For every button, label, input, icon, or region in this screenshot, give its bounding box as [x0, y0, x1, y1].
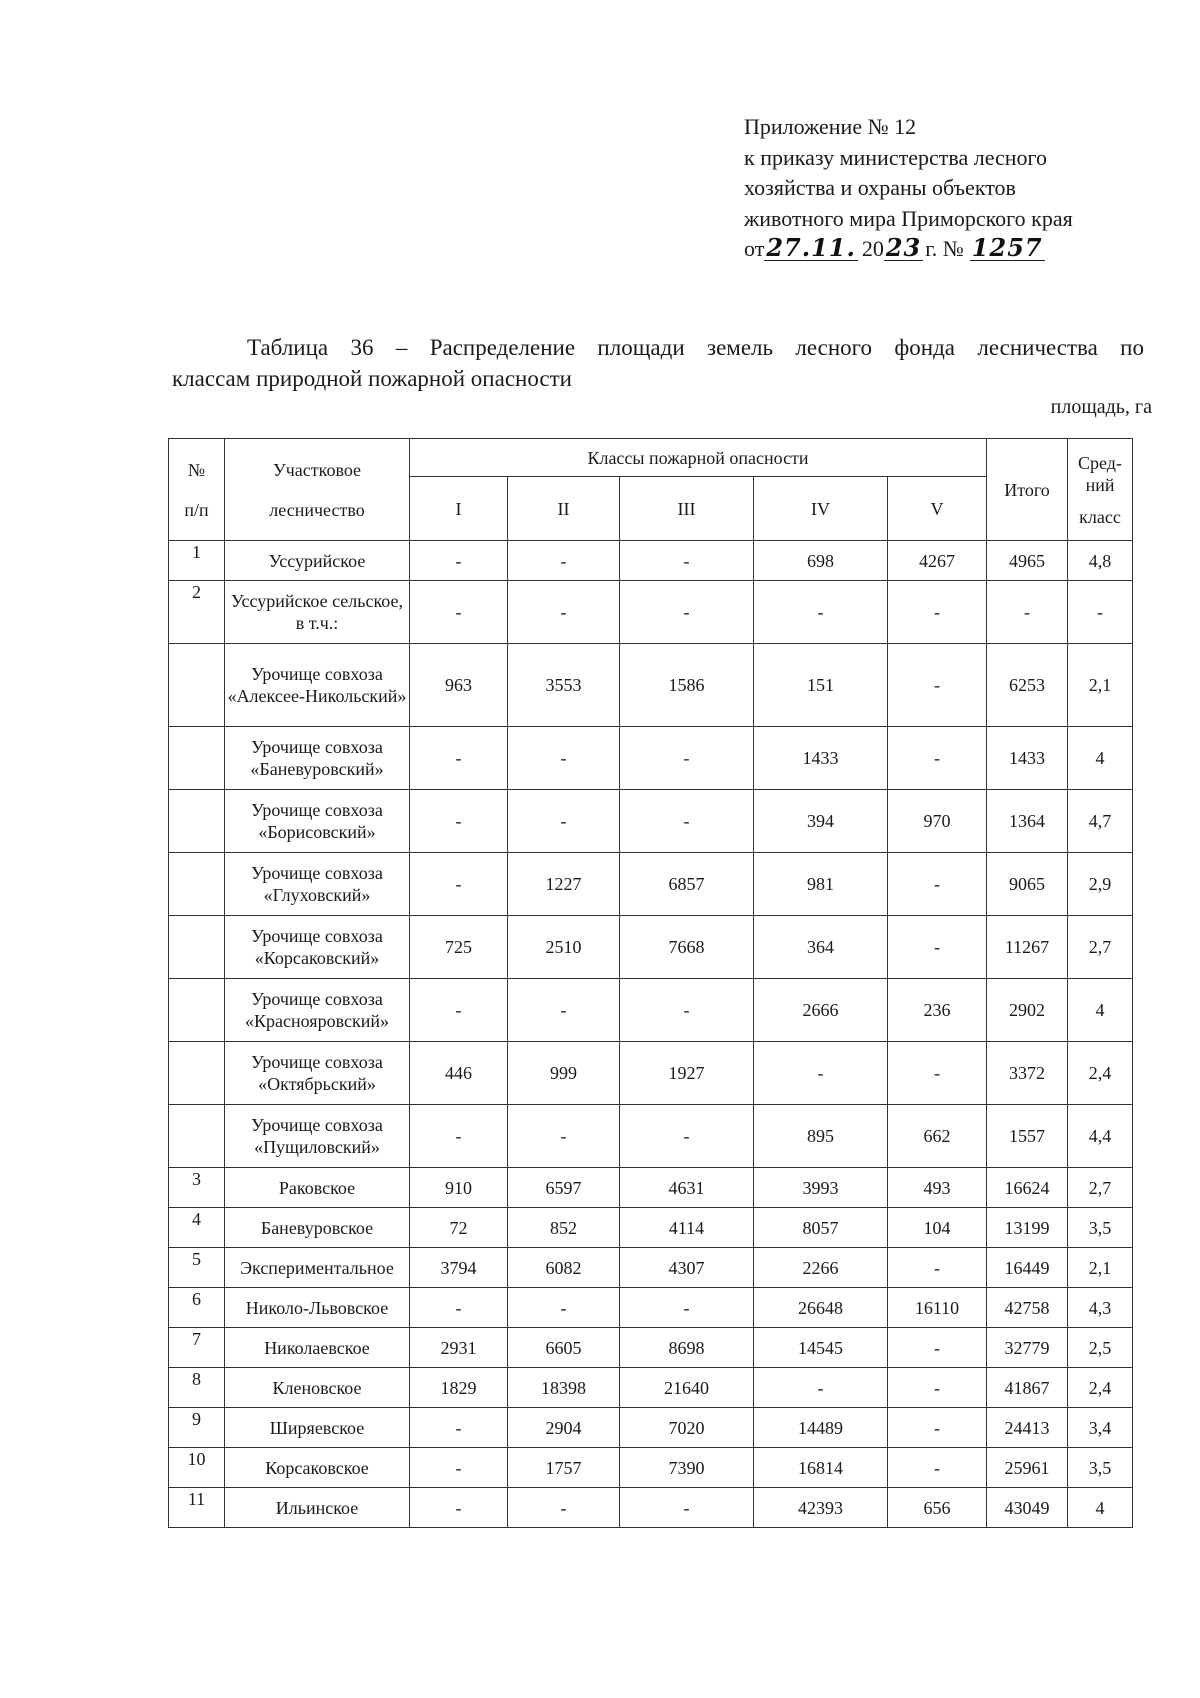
cell-class-III: 7020 — [620, 1408, 754, 1448]
cell-class-I: - — [410, 853, 508, 916]
cell-row-number: 3 — [169, 1168, 225, 1208]
cell-class-I: - — [410, 581, 508, 644]
cell-class-III: 6857 — [620, 853, 754, 916]
cell-class-IV: 981 — [754, 853, 888, 916]
cell-class-III: - — [620, 541, 754, 581]
cell-class-IV: 364 — [754, 916, 888, 979]
cell-class-V: 662 — [888, 1105, 987, 1168]
cell-average-class: 2,9 — [1068, 853, 1133, 916]
cell-class-V: - — [888, 644, 987, 727]
cell-class-I: - — [410, 1105, 508, 1168]
table-row — [169, 1408, 1133, 1448]
cell-average-class: 4 — [1068, 727, 1133, 790]
cell-class-IV: 1433 — [754, 727, 888, 790]
cell-class-V: 104 — [888, 1208, 987, 1248]
cell-class-IV: 2666 — [754, 979, 888, 1042]
cell-class-V: - — [888, 916, 987, 979]
appendix-date-number-line — [744, 234, 1073, 265]
header-district — [225, 439, 410, 541]
header-class-2: II — [508, 477, 620, 541]
cell-total: 3372 — [987, 1042, 1068, 1105]
table-row — [169, 1248, 1133, 1288]
cell-class-I: - — [410, 541, 508, 581]
cell-district-name: Урочище совхоза «Корсаковский» — [225, 916, 410, 979]
cell-class-I: - — [410, 790, 508, 853]
cell-average-class: 3,5 — [1068, 1448, 1133, 1488]
table-row — [169, 1368, 1133, 1408]
cell-class-IV: 26648 — [754, 1288, 888, 1328]
cell-total: 42758 — [987, 1288, 1068, 1328]
cell-class-IV: 394 — [754, 790, 888, 853]
cell-class-IV: 14489 — [754, 1408, 888, 1448]
cell-row-number: 7 — [169, 1328, 225, 1368]
cell-class-I: 446 — [410, 1042, 508, 1105]
cell-class-II: 3553 — [508, 644, 620, 727]
cell-district-name: Уссурийское — [225, 541, 410, 581]
table-caption-line-2: классам природной пожарной опасности — [172, 366, 572, 391]
table-row — [169, 1105, 1133, 1168]
header-number — [169, 439, 225, 541]
table-row — [169, 541, 1133, 581]
cell-row-number — [169, 916, 225, 979]
cell-district-name: Ширяевское — [225, 1408, 410, 1448]
cell-total: 32779 — [987, 1328, 1068, 1368]
cell-class-I: - — [410, 1408, 508, 1448]
cell-class-III: 1927 — [620, 1042, 754, 1105]
cell-row-number: 2 — [169, 581, 225, 644]
cell-class-II: - — [508, 541, 620, 581]
cell-district-name: Урочище совхоза «Алексее-Никольский» — [225, 644, 410, 727]
cell-class-I: 3794 — [410, 1248, 508, 1288]
cell-district-name: Баневуровское — [225, 1208, 410, 1248]
cell-district-name: Урочище совхоза «Октябрьский» — [225, 1042, 410, 1105]
cell-class-III: - — [620, 1105, 754, 1168]
cell-class-III: 7668 — [620, 916, 754, 979]
cell-class-I: 910 — [410, 1168, 508, 1208]
header-class-5: V — [888, 477, 987, 541]
cell-class-III: - — [620, 790, 754, 853]
cell-class-I: 963 — [410, 644, 508, 727]
cell-class-IV: - — [754, 1368, 888, 1408]
cell-district-name: Урочище совхоза «Краснояровский» — [225, 979, 410, 1042]
cell-class-II: 1757 — [508, 1448, 620, 1488]
cell-row-number — [169, 644, 225, 727]
cell-class-V: - — [888, 1368, 987, 1408]
cell-class-I: - — [410, 727, 508, 790]
cell-district-name: Ильинское — [225, 1488, 410, 1528]
table-row — [169, 790, 1133, 853]
cell-district-name: Урочище совхоза «Глуховский» — [225, 853, 410, 916]
cell-class-IV: 3993 — [754, 1168, 888, 1208]
table-row — [169, 1288, 1133, 1328]
cell-district-name: Урочище совхоза «Пущиловский» — [225, 1105, 410, 1168]
cell-class-V: - — [888, 1448, 987, 1488]
cell-class-V: 4267 — [888, 541, 987, 581]
cell-class-V: 493 — [888, 1168, 987, 1208]
cell-class-III: - — [620, 1288, 754, 1328]
cell-class-IV: 16814 — [754, 1448, 888, 1488]
table-row — [169, 727, 1133, 790]
table-body — [169, 541, 1133, 1528]
cell-average-class: 2,4 — [1068, 1368, 1133, 1408]
cell-district-name: Николаевское — [225, 1328, 410, 1368]
cell-total: 43049 — [987, 1488, 1068, 1528]
cell-average-class: 4 — [1068, 979, 1133, 1042]
cell-district-name: Николо-Львовское — [225, 1288, 410, 1328]
cell-class-V: - — [888, 581, 987, 644]
cell-average-class: 4 — [1068, 1488, 1133, 1528]
cell-class-II: 18398 — [508, 1368, 620, 1408]
cell-total: 25961 — [987, 1448, 1068, 1488]
table-row — [169, 1448, 1133, 1488]
cell-average-class: 4,8 — [1068, 541, 1133, 581]
cell-class-II: - — [508, 1105, 620, 1168]
cell-total: 24413 — [987, 1408, 1068, 1448]
cell-average-class: 3,4 — [1068, 1408, 1133, 1448]
cell-class-II: - — [508, 790, 620, 853]
cell-average-class: 2,7 — [1068, 1168, 1133, 1208]
cell-class-V: 16110 — [888, 1288, 987, 1328]
cell-class-II: 6605 — [508, 1328, 620, 1368]
cell-average-class: 2,5 — [1068, 1328, 1133, 1368]
cell-average-class: 4,7 — [1068, 790, 1133, 853]
cell-class-III: 8698 — [620, 1328, 754, 1368]
cell-class-V: - — [888, 1248, 987, 1288]
table-row — [169, 1168, 1133, 1208]
header-class-1: I — [410, 477, 508, 541]
table-row — [169, 1042, 1133, 1105]
cell-class-III: 4631 — [620, 1168, 754, 1208]
cell-average-class: 2,1 — [1068, 644, 1133, 727]
header-average-top: Сред- — [1078, 452, 1122, 473]
cell-district-name: Уссурийское сельское, в т.ч.: — [225, 581, 410, 644]
cell-class-II: - — [508, 581, 620, 644]
header-total: Итого — [987, 439, 1068, 541]
cell-row-number — [169, 1042, 225, 1105]
cell-district-name: Урочище совхоза «Борисовский» — [225, 790, 410, 853]
cell-district-name: Экспериментальное — [225, 1248, 410, 1288]
handwritten-year: 23 — [885, 233, 922, 262]
cell-class-III: - — [620, 581, 754, 644]
cell-class-II: - — [508, 979, 620, 1042]
cell-row-number — [169, 727, 225, 790]
cell-district-name: Кленовское — [225, 1368, 410, 1408]
header-number-bottom: п/п — [184, 499, 209, 520]
cell-class-IV: 151 — [754, 644, 888, 727]
cell-class-II: - — [508, 1488, 620, 1528]
cell-total: 41867 — [987, 1368, 1068, 1408]
cell-class-III: 4114 — [620, 1208, 754, 1248]
table-row — [169, 644, 1133, 727]
cell-row-number: 8 — [169, 1368, 225, 1408]
cell-average-class: 2,1 — [1068, 1248, 1133, 1288]
header-classes: Классы пожарной опасности — [410, 439, 987, 477]
header-class-4: IV — [754, 477, 888, 541]
header-district-top: Участковое — [272, 459, 362, 480]
units-label: площадь, га — [1050, 396, 1152, 418]
table-row — [169, 581, 1133, 644]
cell-total: 9065 — [987, 853, 1068, 916]
cell-class-II: 6082 — [508, 1248, 620, 1288]
cell-class-I: 72 — [410, 1208, 508, 1248]
cell-class-IV: - — [754, 1042, 888, 1105]
cell-class-V: 656 — [888, 1488, 987, 1528]
cell-class-III: 1586 — [620, 644, 754, 727]
header-district-bottom: лесничество — [269, 499, 365, 520]
cell-class-III: - — [620, 727, 754, 790]
cell-total: 1433 — [987, 727, 1068, 790]
cell-total: 4965 — [987, 541, 1068, 581]
cell-class-II: 6597 — [508, 1168, 620, 1208]
cell-class-III: 7390 — [620, 1448, 754, 1488]
fire-danger-table — [168, 438, 1133, 1528]
appendix-region-line: животного мира Приморского края — [744, 205, 1073, 231]
cell-class-I: - — [410, 979, 508, 1042]
cell-class-IV: 698 — [754, 541, 888, 581]
cell-average-class: 3,5 — [1068, 1208, 1133, 1248]
cell-average-class: - — [1068, 581, 1133, 644]
cell-class-V: - — [888, 727, 987, 790]
header-class-3: III — [620, 477, 754, 541]
header-average-mid: ний — [1085, 474, 1115, 495]
table-row — [169, 853, 1133, 916]
appendix-number: Приложение № 12 — [744, 114, 917, 139]
table-row — [169, 916, 1133, 979]
cell-class-IV: 895 — [754, 1105, 888, 1168]
cell-average-class: 4,3 — [1068, 1288, 1133, 1328]
handwritten-number: 1257 — [971, 233, 1043, 262]
appendix-ministry-line: хозяйства и охраны объектов — [744, 175, 1016, 200]
cell-row-number — [169, 853, 225, 916]
cell-row-number — [169, 790, 225, 853]
table-row — [169, 1488, 1133, 1528]
cell-class-II: 852 — [508, 1208, 620, 1248]
appendix-order-line: к приказу министерства лесного — [744, 144, 1048, 170]
cell-total: 1557 — [987, 1105, 1068, 1168]
cell-row-number: 5 — [169, 1248, 225, 1288]
cell-class-I: 2931 — [410, 1328, 508, 1368]
cell-total: 2902 — [987, 979, 1068, 1042]
cell-class-I: 1829 — [410, 1368, 508, 1408]
table-row — [169, 1208, 1133, 1248]
table-caption — [172, 332, 1144, 394]
cell-class-IV: - — [754, 581, 888, 644]
cell-class-V: - — [888, 1042, 987, 1105]
appendix-header — [744, 112, 1073, 265]
cell-total: 11267 — [987, 916, 1068, 979]
cell-district-name: Корсаковское — [225, 1448, 410, 1488]
cell-class-V: - — [888, 1328, 987, 1368]
cell-row-number: 11 — [169, 1488, 225, 1528]
header-number-top: № — [187, 459, 206, 480]
cell-average-class: 2,4 — [1068, 1042, 1133, 1105]
cell-total: 6253 — [987, 644, 1068, 727]
cell-class-V: - — [888, 1408, 987, 1448]
cell-row-number: 6 — [169, 1288, 225, 1328]
cell-class-III: - — [620, 1488, 754, 1528]
cell-total: 1364 — [987, 790, 1068, 853]
from-label: от — [744, 236, 765, 261]
cell-row-number: 1 — [169, 541, 225, 581]
cell-district-name: Урочище совхоза «Баневуровский» — [225, 727, 410, 790]
cell-class-IV: 8057 — [754, 1208, 888, 1248]
cell-class-II: 999 — [508, 1042, 620, 1105]
header-row-1 — [169, 439, 1133, 477]
cell-class-V: 970 — [888, 790, 987, 853]
table-row — [169, 979, 1133, 1042]
cell-class-IV: 42393 — [754, 1488, 888, 1528]
cell-total: 16624 — [987, 1168, 1068, 1208]
cell-class-III: 4307 — [620, 1248, 754, 1288]
cell-average-class: 2,7 — [1068, 916, 1133, 979]
cell-class-II: 2510 — [508, 916, 620, 979]
cell-average-class: 4,4 — [1068, 1105, 1133, 1168]
cell-class-II: 1227 — [508, 853, 620, 916]
cell-class-IV: 2266 — [754, 1248, 888, 1288]
cell-class-III: - — [620, 979, 754, 1042]
cell-class-I: - — [410, 1488, 508, 1528]
cell-district-name: Раковское — [225, 1168, 410, 1208]
cell-row-number — [169, 1105, 225, 1168]
cell-class-V: 236 — [888, 979, 987, 1042]
cell-class-II: - — [508, 1288, 620, 1328]
cell-class-I: 725 — [410, 916, 508, 979]
cell-class-I: - — [410, 1448, 508, 1488]
cell-row-number — [169, 979, 225, 1042]
cell-class-III: 21640 — [620, 1368, 754, 1408]
cell-row-number: 9 — [169, 1408, 225, 1448]
cell-total: - — [987, 581, 1068, 644]
handwritten-date: 27.11. — [766, 233, 856, 262]
cell-total: 13199 — [987, 1208, 1068, 1248]
cell-class-II: - — [508, 727, 620, 790]
cell-class-V: - — [888, 853, 987, 916]
cell-row-number: 4 — [169, 1208, 225, 1248]
header-average-bottom: класс — [1079, 506, 1121, 527]
year-suffix: г. № — [925, 236, 964, 261]
year-prefix: 20 — [861, 236, 884, 261]
cell-class-IV: 14545 — [754, 1328, 888, 1368]
table-row — [169, 1328, 1133, 1368]
cell-total: 16449 — [987, 1248, 1068, 1288]
cell-class-II: 2904 — [508, 1408, 620, 1448]
table-caption-line-1: Таблица 36 – Распределение площади земель лесного фонда лесничества по — [247, 335, 1144, 360]
cell-class-I: - — [410, 1288, 508, 1328]
cell-row-number: 10 — [169, 1448, 225, 1488]
header-average — [1068, 439, 1133, 541]
